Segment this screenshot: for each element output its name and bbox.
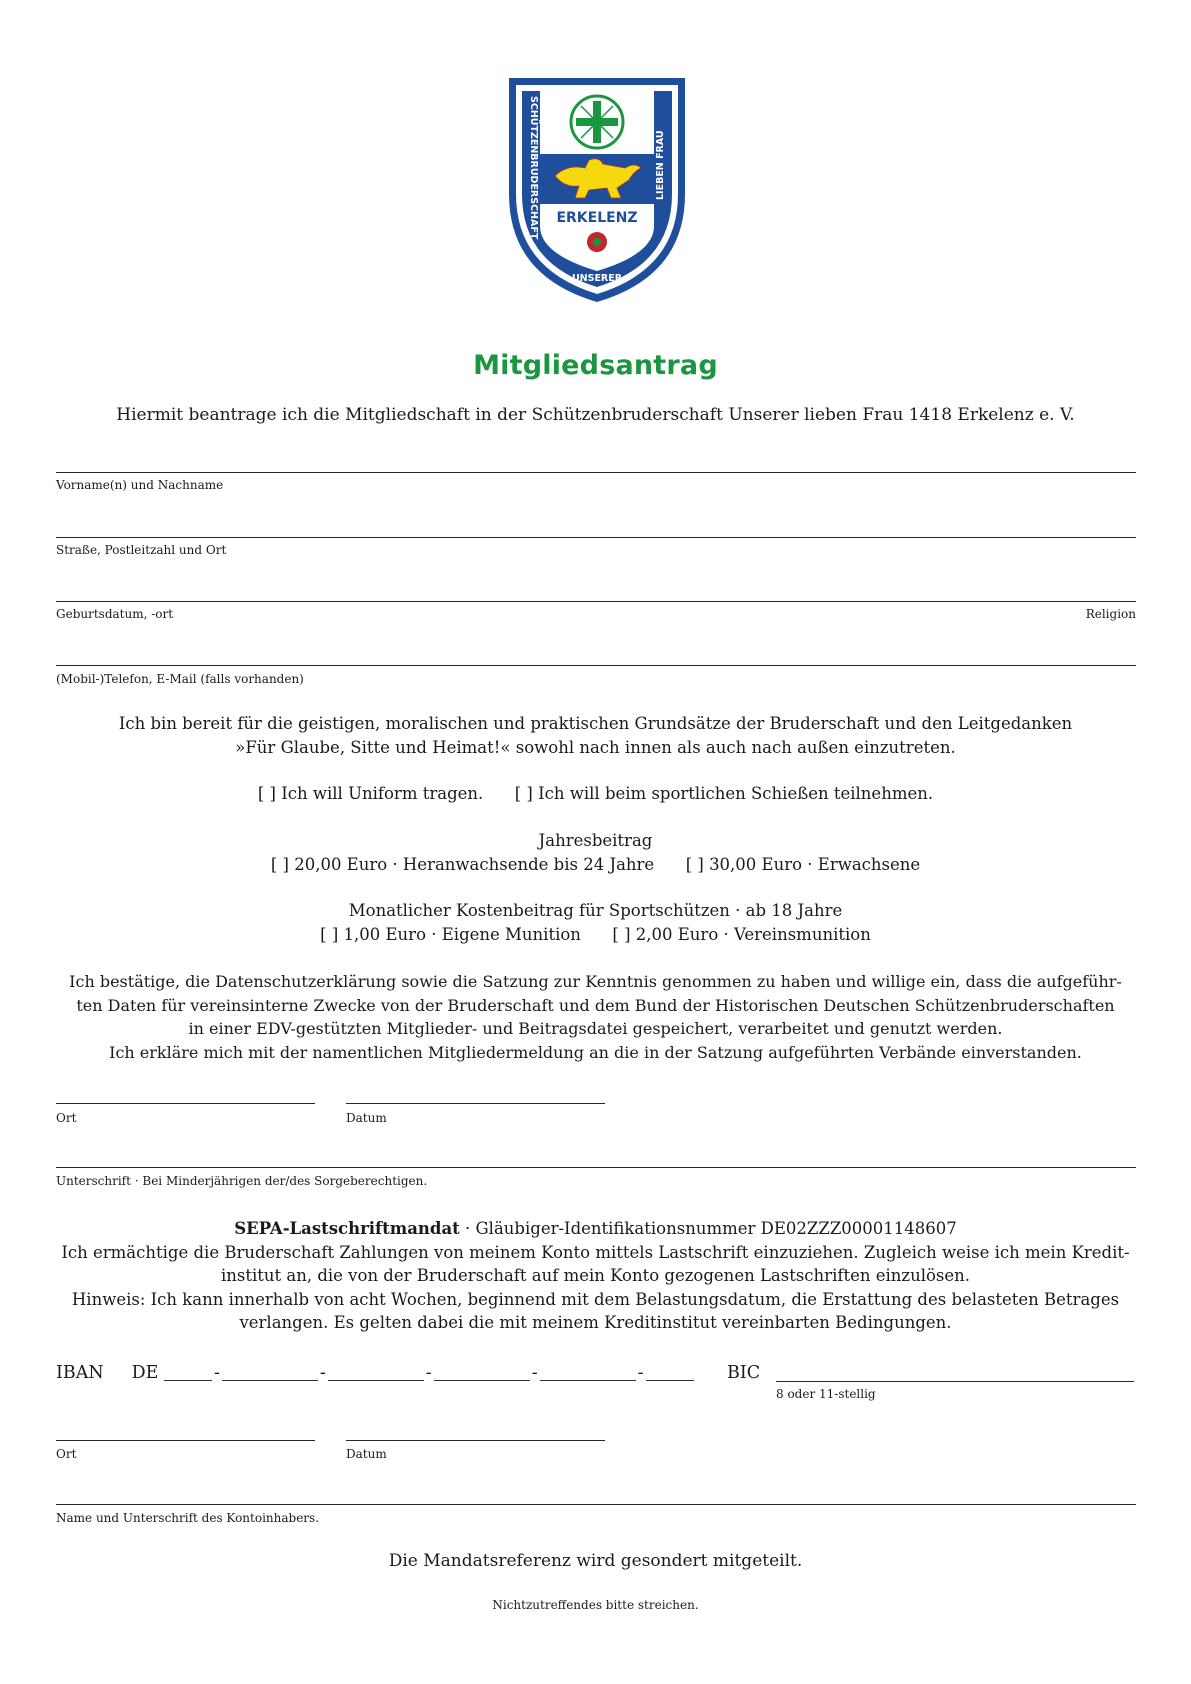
- sepa-date-field-line[interactable]: [346, 1440, 605, 1441]
- privacy-consent-text: Ich bestätige, die Datenschutzerklärung sowie die Satzung zur Kenntnis genommen zu haben und willige ein, dass die aufgeführ- ten Daten für vereinsinterne Zwecke von der Bruderschaft und dem Bund der Historischen Deutschen Schützenbruderschaften in einer EDV-gestützten Mitglieder- und Beitragsdatei gespeichert, verarbeitet und genutzt werden. Ich erkläre mich mit der namentlichen Mitgliedermeldung an die in der Satzung aufgeführten Verbände einverstanden.: [69, 972, 1122, 1062]
- account-holder-signature-label: Name und Unterschrift des Kontoinhabers.: [56, 1511, 320, 1525]
- address-field-line[interactable]: [56, 537, 1136, 538]
- bic-hint: 8 oder 11-stellig: [776, 1387, 876, 1401]
- sepa-mandate-text: SEPA-Lastschriftmandat · Gläubiger-Identifikationsnummer DE02ZZZ00001148607 Ich ermächtige die Bruderschaft Zahlungen von meinem Konto mittels Lastschrift einzuziehen. Zugleich weise ich mein Kredit- institut an, die von der Bruderschaft auf mein Konto gezogenen Lastschriften einzulösen. Hinweis: Ich kann innerhalb von acht Wochen, beginnend mit dem Belastungsdatum, die Erstattung des belasteten Betrages verlangen. Es gelten dabei die mit meinem Kreditinstitut vereinbarten Bedingungen.: [0, 1217, 1191, 1335]
- own-ammo-checkbox[interactable]: [ ] 1,00 Euro · Eigene Munition: [320, 924, 581, 944]
- activity-options: [0, 782, 1191, 806]
- iban-segment-6[interactable]: [646, 1362, 694, 1381]
- bic-label: BIC: [726, 1363, 761, 1383]
- place-field-line[interactable]: [56, 1103, 315, 1104]
- club-ammo-checkbox[interactable]: [ ] 2,00 Euro · Vereinsmunition: [612, 924, 871, 944]
- sepa-date-field-label: Datum: [346, 1447, 387, 1461]
- iban-country-prefix: DE: [131, 1363, 159, 1383]
- iban-segment-2[interactable]: [222, 1362, 318, 1381]
- sepa-place-field-line[interactable]: [56, 1440, 315, 1441]
- name-field-line[interactable]: [56, 472, 1136, 473]
- svg-text:LIEBEN FRAU: LIEBEN FRAU: [655, 130, 666, 200]
- svg-text:UNSERER: UNSERER: [571, 273, 623, 284]
- signature-field-line[interactable]: [56, 1167, 1136, 1168]
- monthly-fee-heading: Monatlicher Kostenbeitrag für Sportschützen · ab 18 Jahre: [348, 901, 843, 920]
- bic-field-line[interactable]: [776, 1381, 1134, 1382]
- form-title: Mitgliedsantrag: [473, 350, 718, 381]
- fee-youth-checkbox[interactable]: [ ] 20,00 Euro · Heranwachsende bis 24 Jahre: [270, 854, 655, 874]
- uniform-checkbox[interactable]: [ ] Ich will Uniform tragen.: [257, 784, 484, 803]
- intro-text: Hiermit beantrage ich die Mitgliedschaft in der Schützenbruderschaft Unserer lieben Frau 1418 Erkelenz e. V.: [116, 405, 1075, 425]
- annual-fee-section: [0, 829, 1191, 876]
- annual-fee-heading: Jahresbeitrag: [538, 831, 653, 850]
- address-field-label: Straße, Postleitzahl und Ort: [56, 543, 227, 557]
- iban-segment-3[interactable]: [328, 1362, 424, 1381]
- shooting-checkbox[interactable]: [ ] Ich will beim sportlichen Schießen teilnehmen.: [514, 784, 934, 803]
- date-field-label: Datum: [346, 1111, 387, 1125]
- footnote: Nichtzutreffendes bitte streichen.: [492, 1598, 699, 1612]
- club-crest-logo: [507, 76, 687, 304]
- birth-field-label: Geburtsdatum, -ort: [56, 607, 174, 621]
- mandate-reference-note: Die Mandatsreferenz wird gesondert mitgeteilt.: [388, 1551, 803, 1571]
- name-field-label: Vorname(n) und Nachname: [56, 478, 224, 492]
- iban-segment-1[interactable]: [164, 1362, 212, 1381]
- account-holder-signature-line[interactable]: [56, 1504, 1136, 1505]
- svg-text:ERKELENZ: ERKELENZ: [556, 210, 638, 226]
- date-field-line[interactable]: [346, 1103, 605, 1104]
- signature-field-label: Unterschrift · Bei Minderjährigen der/des Sorgeberechtigen.: [56, 1174, 428, 1188]
- iban-segment-5[interactable]: [540, 1362, 636, 1381]
- principles-text: Ich bin bereit für die geistigen, moralischen und praktischen Grundsätze der Bruderschaft und den Leitgedanken »Für Glaube, Sitte und Heimat!« sowohl nach innen als auch nach außen einzutreten.: [118, 714, 1073, 757]
- contact-field-line[interactable]: [56, 665, 1136, 666]
- religion-field-label: Religion: [1085, 607, 1136, 621]
- iban-segment-4[interactable]: [434, 1362, 530, 1381]
- place-field-label: Ort: [56, 1111, 77, 1125]
- fee-adult-checkbox[interactable]: [ ] 30,00 Euro · Erwachsene: [685, 854, 921, 874]
- contact-field-label: (Mobil-)Telefon, E-Mail (falls vorhanden): [56, 672, 304, 686]
- sepa-heading: SEPA-Lastschriftmandat · Gläubiger-Identifikationsnummer DE02ZZZ00001148607: [234, 1219, 957, 1238]
- iban-row: IBAN DE - - - - - BIC: [56, 1363, 761, 1383]
- birth-field-line[interactable]: [56, 601, 1136, 602]
- iban-label: IBAN: [56, 1363, 104, 1383]
- monthly-fee-section: [0, 899, 1191, 946]
- sepa-place-field-label: Ort: [56, 1447, 77, 1461]
- svg-text:SCHÜTZENBRUDERSCHAFT: SCHÜTZENBRUDERSCHAFT: [528, 96, 539, 240]
